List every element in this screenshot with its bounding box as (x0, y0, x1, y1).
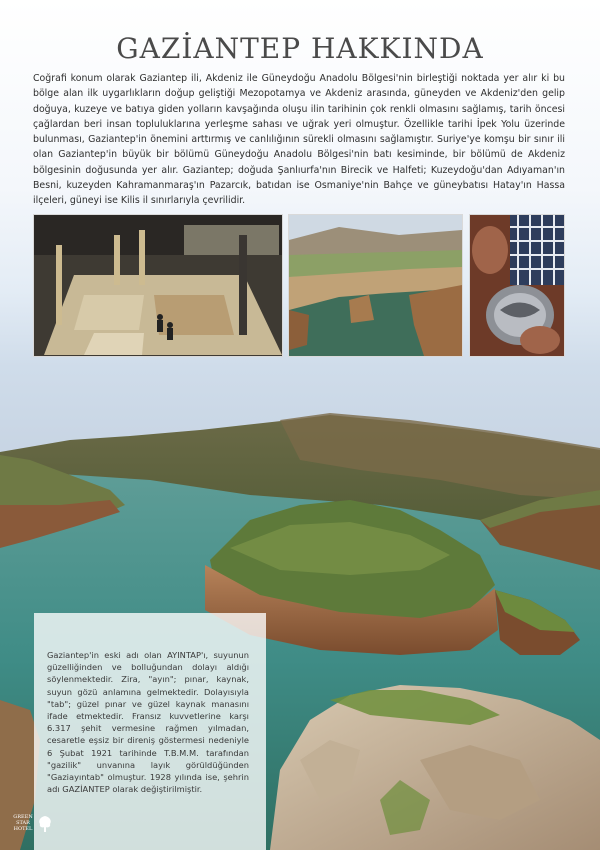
logo-line-1: GREEN (13, 814, 33, 820)
tree-icon (37, 815, 53, 833)
photo-river-landscape (288, 214, 463, 357)
intro-paragraph: Coğrafi konum olarak Gaziantep ili, Akdeniz ile Güneydoğu Anadolu Bölgesi'nin birleştiği noktada yer alır ki bu bölge alan ilk uygarlıkların doğup geliştiği Mezopotamya ve Akdeniz arasında, güneyden ve Akdeniz'den gelip doğuya, kuzeye ve batıya giden yolların kavşağında oluşu ilin tarihinin çok renkli olmasını sağlamış, tarih öncesi çağlardan beri insan topluluklarına yerleşme sahası ve uğrak yeri olmuştur. Özellikle tarihi İpek Yolu üzerinde bulunması, Gaziantep'in önemini arttırmış ve canlılığının sürekli olmasını sağlamıştır. Suriye'ye komşu bir sınır ili olan Gaziantep'in büyük bir bölümü Güneydoğu Anadolu Bölgesi'nin batı kesiminde, bir bölümü de Akdeniz bölgesinin doğusunda yer alır. Gaziantep; doğuda Şanlıurfa'nın Birecik ve Halfeti; Kuzeydoğu'dan Adıyaman'ın Besni, kuzeyden Kahramanmaraş'ın Pazarcık, batıdan ise Osmaniye'nin Bahçe ve güneybatısı Hatay'ın Hassa ilçeleri, güneyi ise Kilis il sınırlarıyla çevrilidir. (33, 73, 565, 207)
history-paragraph: Gaziantep'in eski adı olan AYINTAP'ı, suyunun güzelliğinden ve bolluğundan dolayı aldığı söylenmektedir. Zira, "ayın"; pınar, kaynak, suyun gözü anlamına gelmektedir. Dolayısıyla "tab"; güzel pınar ve güzel kaynak manasını ifade etmektedir. Fransız kuvvetlerine karşı 6.317 şehit vermesine rağmen yılmadan, cesaretle eşsiz bir direniş göstermesi nedeniyle 6 Şubat 1921 tarihinde T.B.M.M. tarafından "gazilik" unvanına layık görüldüğünden "Gaziayıntab" olmuştur. 1928 yılında ise, şehrin adı GAZİANTEP olarak değiştirilmiştir. (47, 650, 249, 795)
photo-copper-craft (469, 214, 565, 357)
photo-mosaic-museum (33, 214, 283, 357)
history-text-box (34, 613, 266, 850)
logo-line-3: HOTEL (13, 826, 33, 832)
logo-text (10, 814, 36, 832)
hotel-logo (10, 814, 54, 840)
logo-line-2: STAR (16, 820, 30, 826)
page-title: GAZİANTEP HAKKINDA (116, 32, 484, 65)
